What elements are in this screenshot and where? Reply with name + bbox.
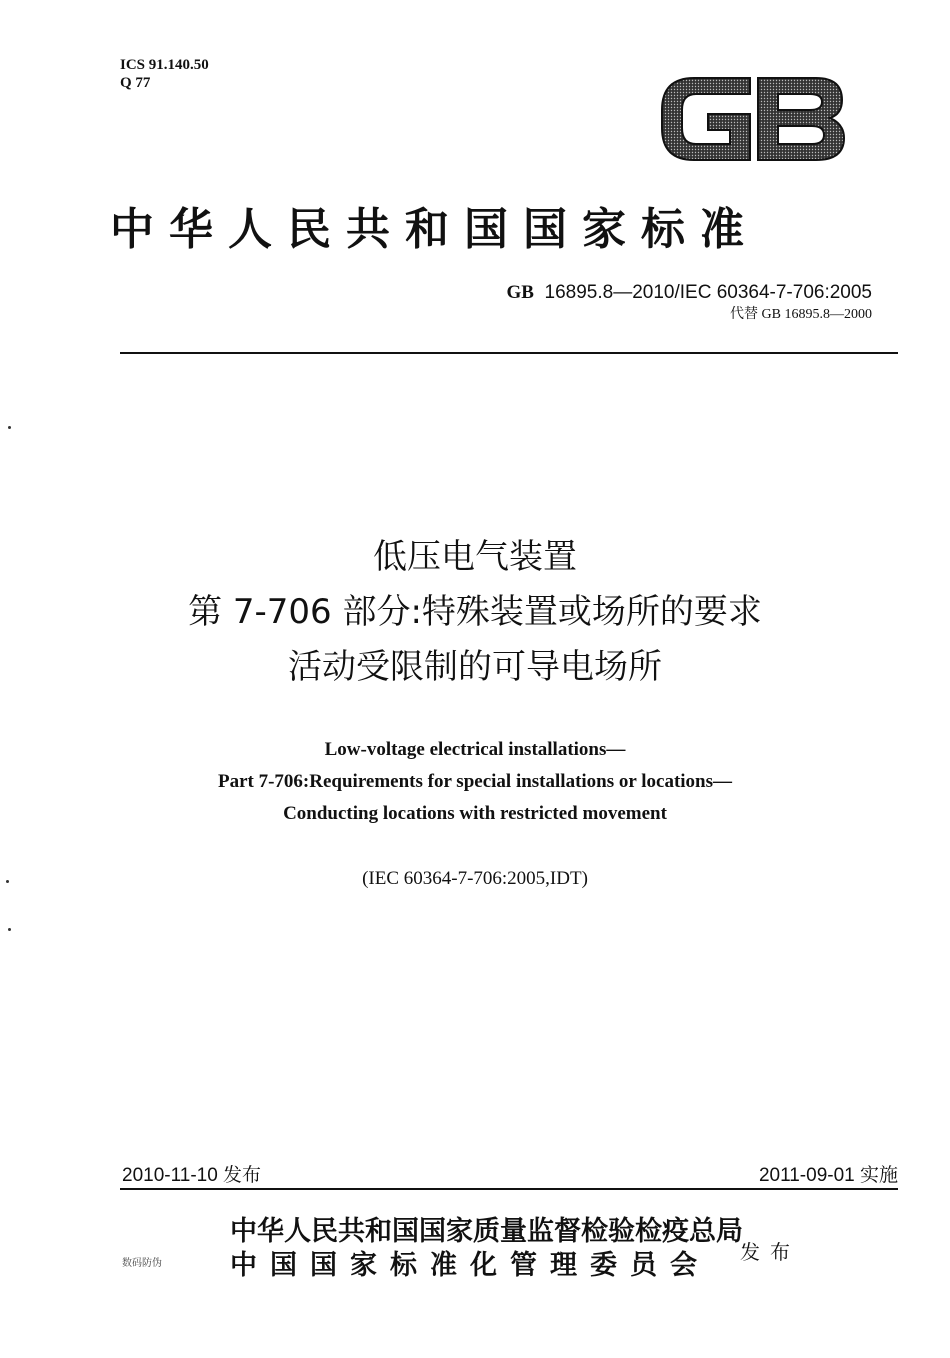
anti-counterfeit-stamp: 数码防伪 bbox=[122, 1258, 162, 1269]
issue-date: 2010-11-10 发布 bbox=[122, 1165, 262, 1186]
issuer-line2: 中国国家标准化管理委员会 bbox=[230, 1250, 710, 1281]
implementation-date: 2011-09-01 实施 bbox=[758, 1165, 898, 1186]
equivalence-note: (IEC 60364-7-706:2005,IDT) bbox=[362, 868, 588, 889]
standard-number bbox=[507, 282, 873, 304]
standard-number-value: 16895.8—2010/IEC 60364-7-706:2005 bbox=[544, 282, 872, 303]
chinese-title-line2: 第 7-706 部分:特殊装置或场所的要求 bbox=[188, 592, 762, 632]
header-divider bbox=[120, 352, 898, 354]
chinese-title-line1: 低压电气装置 bbox=[373, 537, 577, 577]
footer-divider bbox=[120, 1188, 898, 1190]
ccs-code: Q 77 bbox=[120, 75, 151, 91]
gb-logo-text: GB bbox=[658, 70, 660, 71]
chinese-title bbox=[0, 530, 950, 695]
standard-prefix: GB bbox=[506, 282, 534, 303]
scan-speck bbox=[8, 928, 11, 931]
scan-speck bbox=[6, 880, 9, 883]
english-title-line3: Conducting locations with restricted movement bbox=[283, 803, 667, 824]
issuer-line1: 中华人民共和国国家质量监督检验检疫总局 bbox=[230, 1216, 743, 1247]
chinese-title-line3: 活动受限制的可导电场所 bbox=[288, 647, 662, 687]
scan-speck bbox=[8, 426, 11, 429]
publish-label: 发布 bbox=[740, 1240, 800, 1264]
english-title-line2: Part 7-706:Requirements for special installations or locations— bbox=[217, 771, 733, 792]
classification-block bbox=[120, 56, 209, 92]
english-title bbox=[0, 734, 950, 830]
ics-code: ICS 91.140.50 bbox=[120, 57, 209, 73]
national-standard-title: 中华人民共和国国家标准 bbox=[110, 204, 759, 255]
gb-logo bbox=[658, 70, 848, 166]
replaces-note: 代替 GB 16895.8—2000 bbox=[730, 307, 872, 322]
english-title-line1: Low-voltage electrical installations— bbox=[324, 739, 626, 760]
